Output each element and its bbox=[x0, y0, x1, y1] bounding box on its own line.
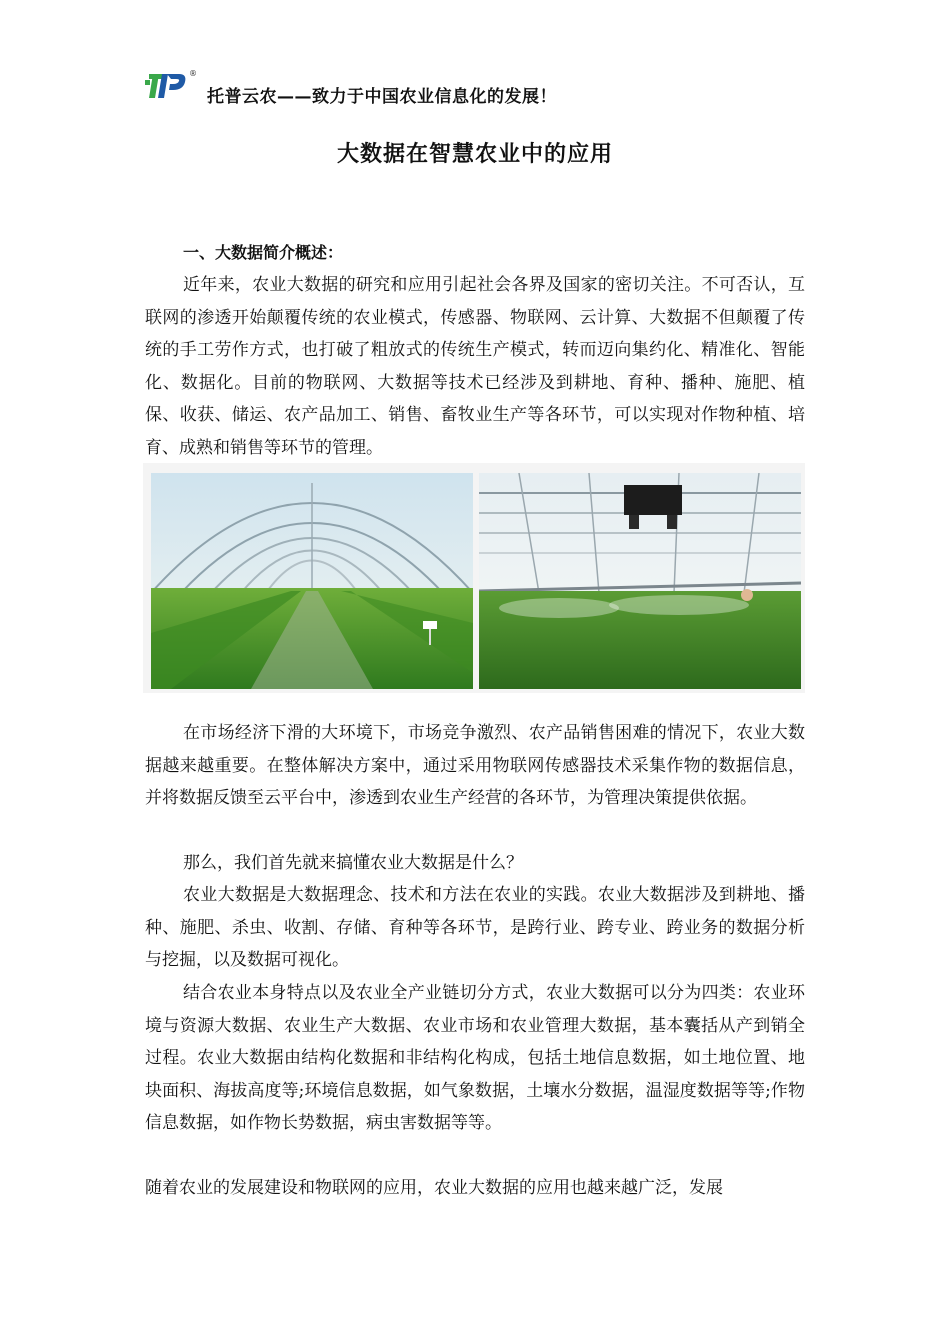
document-title: 大数据在智慧农业中的应用 bbox=[336, 142, 613, 167]
paragraph-intro: 近年来，农业大数据的研究和应用引起社会各界及国家的密切关注。不可否认，互联网的渗透开始颠覆传统的农业模式，传感器、物联网、云计算、大数据不但颠覆了传统的手工劳作方式，也打破了粗放式的传统生产模式，转而迈向集约化、精准化、智能化、数据化。目前的物联网、大数据等技术已经涉及到耕地、育种、播种、施肥、植保、收获、储运、农产品加工、销售、畜牧业生产等各环节，可以实现对作物种植、培育、成熟和销售等环节的管理。 bbox=[145, 275, 805, 458]
paragraph-classification: 结合农业本身特点以及农业全产业链切分方式，农业大数据可以分为四类：农业环境与资源大数据、农业生产大数据、农业市场和农业管理大数据，基本囊括从产到销全过程。农业大数据由结构化数据和非结构化构成，包括土地信息数据，如土地位置、地块面积、海拔高度等;环境信息数据，如气象数据，土壤水分数据，温湿度数据等等;作物信息数据，如作物长势数据，病虫害数据等等。 bbox=[145, 983, 805, 1134]
paragraph-question: 那么，我们首先就来搞懂农业大数据是什么？ bbox=[183, 853, 523, 873]
company-tagline: 托普云农——致力于中国农业信息化的发展！ bbox=[207, 87, 557, 107]
greenhouse-photo-strip bbox=[143, 463, 805, 693]
paragraph-definition: 农业大数据是大数据理念、技术和方法在农业的实践。农业大数据涉及到耕地、播种、施肥、杀虫、收割、存储、育种等各环节，是跨行业、跨专业、跨业务的数据分析与挖掘，以及数据可视化。 bbox=[145, 885, 805, 971]
company-logo-icon bbox=[143, 66, 199, 106]
page-header bbox=[143, 66, 803, 110]
greenhouse-photo-right bbox=[479, 473, 801, 689]
section-heading: 一、大数据简介概述： bbox=[183, 243, 344, 262]
registered-mark: ® bbox=[189, 69, 197, 78]
greenhouse-photo-left bbox=[151, 473, 473, 689]
paragraph-market: 在市场经济下滑的大环境下，市场竞争激烈、农产品销售困难的情况下，农业大数据越来越重要。在整体解决方案中，通过采用物联网传感器技术采集作物的数据信息，并将数据反馈至云平台中，渗透到农业生产经营的各环节，为管理决策提供依据。 bbox=[145, 723, 805, 809]
paragraph-development: 随着农业的发展建设和物联网的应用，农业大数据的应用也越来越广泛，发展 bbox=[145, 1178, 723, 1198]
